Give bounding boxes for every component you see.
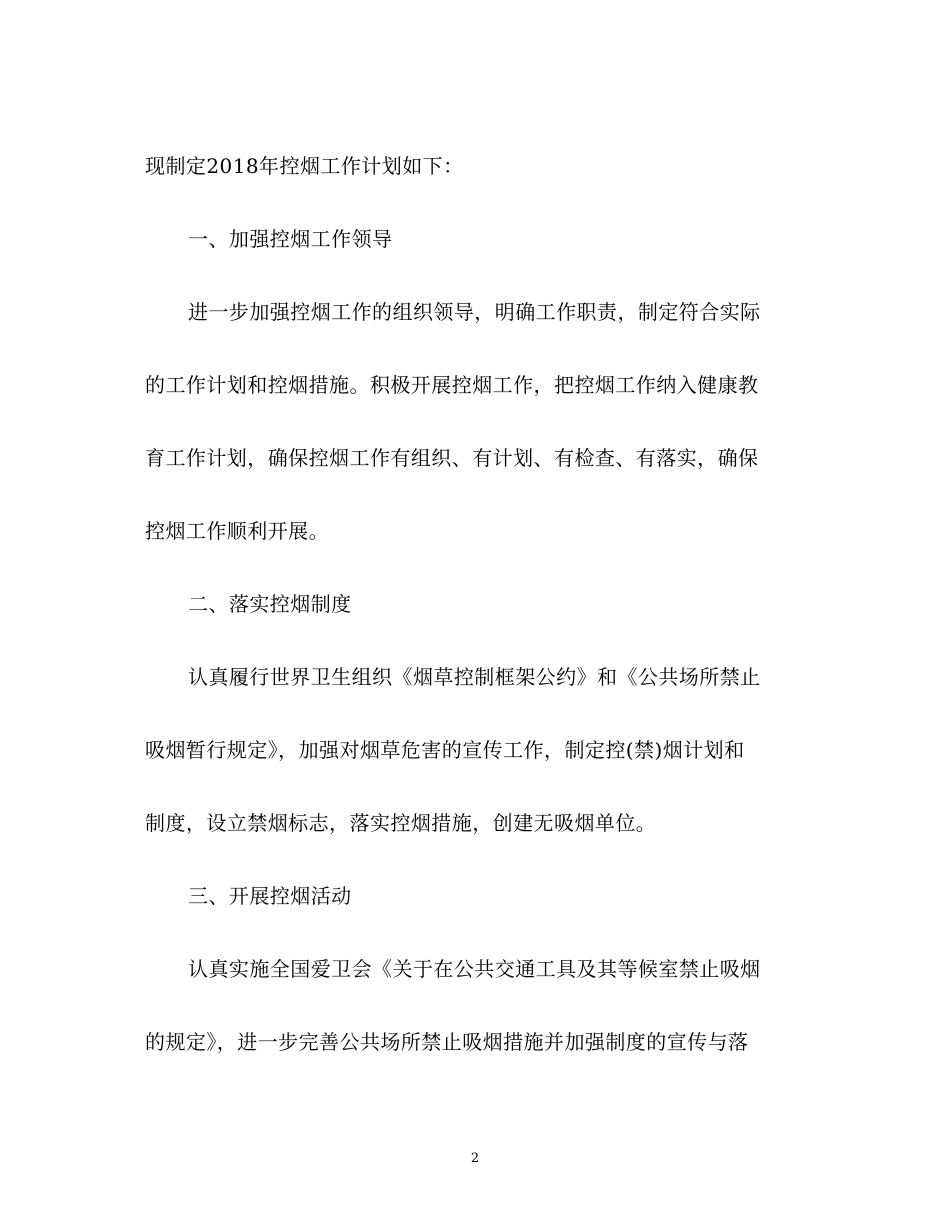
paragraph-2-line-3: 制度，设立禁烟标志，落实控烟措施，创建无吸烟单位。 <box>145 811 657 835</box>
paragraph-1-line-3: 育工作计划，确保控烟工作有组织、有计划、有检查、有落实，确保 <box>145 446 759 470</box>
paragraph-3-line-2: 的规定》，进一步完善公共场所禁止吸烟措施并加强制度的宣传与落 <box>145 1030 749 1054</box>
paragraph-1-line-2: 的工作计划和控烟措施。积极开展控烟工作，把控烟工作纳入健康教 <box>145 373 759 397</box>
page-number: 2 <box>470 1151 480 1166</box>
section-heading-3: 三、开展控烟活动 <box>188 884 352 908</box>
paragraph-3-line-1: 认真实施全国爱卫会《关于在公共交通工具及其等候室禁止吸烟 <box>188 957 761 981</box>
intro-line: 现制定2018年控烟工作计划如下： <box>145 154 464 178</box>
section-heading-1: 一、加强控烟工作领导 <box>188 227 393 251</box>
paragraph-2-line-1: 认真履行世界卫生组织《烟草控制框架公约》和《公共场所禁止 <box>188 665 761 689</box>
section-heading-2: 二、落实控烟制度 <box>188 592 352 616</box>
paragraph-1-line-4: 控烟工作顺利开展。 <box>145 519 330 543</box>
paragraph-2-line-2: 吸烟暂行规定》，加强对烟草危害的宣传工作，制定控(禁)烟计划和 <box>145 738 745 762</box>
paragraph-1-line-1: 进一步加强控烟工作的组织领导，明确工作职责，制定符合实际 <box>188 300 761 324</box>
